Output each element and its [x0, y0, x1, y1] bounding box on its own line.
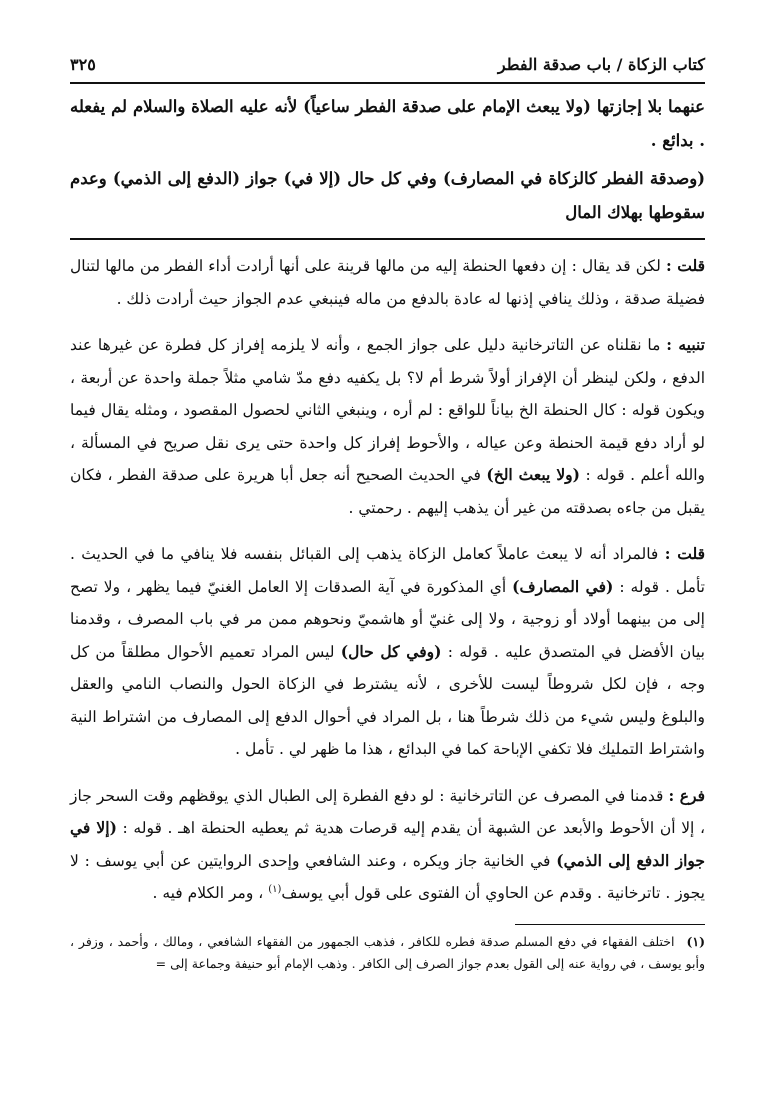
quoted-phrase: (في المصارف): [512, 576, 614, 596]
footnote-reference: (١): [268, 883, 282, 895]
quoted-phrase: (وفي كل حال): [340, 641, 442, 661]
page: [70, 52, 705, 1082]
footnote-divider: [515, 924, 705, 925]
section-divider: [70, 238, 705, 240]
main-text-paragraph: (وصدقة الفطر كالزكاة في المصارف) وفي كل حال (إلا في) جواز (الدفع إلى الذمي) وعدم سقوطها بهلاك المال: [70, 169, 705, 222]
commentary-paragraph: [70, 780, 705, 910]
main-text-paragraph: عنهما بلا إجازتها (ولا يبعث الإمام على صدقة الفطر ساعياً) لأنه عليه الصلاة والسلام لم يفعله . بدائع .: [70, 97, 705, 150]
paragraph-lead: فرع :: [668, 785, 705, 805]
running-title: كتاب الزكاة / باب صدقة الفطر: [497, 55, 705, 74]
paragraph-text: ما نقلناه عن التاترخانية دليل على جواز الجمع ، وأنه لا يلزمه إفراز كل فطرة عن غيرها عند الدفع ، ولكن لينظر أن الإفراز أولاً شرط أم لا؟ بل يكفيه دفع مدّ شامي مثلاً جملة واحدة عن أربعة ، ويكون قوله : كال الحنطة الخ بياناً للواقع : لم أره ، وينبغي الثاني لحصول المقصود ، ومثله يقال فيما لو أراد دفع قيمة الحنطة وعن عياله ، والأحوط إفراز كل واحدة حتى يرى نقل صريح في المسألة ، والله أعلم . قوله :: [70, 336, 705, 484]
paragraph-text: في الخانية جاز ويكره ، وعند الشافعي وإحدى الروايتين عن أبي يوسف : لا يجوز . تاترخانية . وقدم عن الحاوي أن الفتوى على قول أبي يوسف: [70, 851, 705, 902]
commentary-paragraph: [70, 250, 705, 315]
commentary-paragraph: [70, 329, 705, 524]
commentary: [70, 250, 705, 910]
page-number: ٣٢٥: [70, 55, 96, 74]
footnote: [70, 931, 705, 975]
paragraph-text: ، ومر الكلام فيه .: [152, 884, 269, 902]
main-text: [70, 90, 705, 230]
paragraph-text: أي المذكورة في آية الصدقات إلا العامل الغنيّ فيما يظهر ، ولا تصح إلى من بينهما أولاد أو زوجية ، ولا إلى غنيّ أو هاشميّ ونحوهم ممن مر في باب المصرف ، وقدمنا بيان الأفضل في المتصدق عليه . قوله :: [70, 577, 705, 661]
paragraph-text: ليس المراد تعميم الأحوال مطلقاً من كل وجه ، فإن لكل شروطاً ليست للأخرى ، لأنه يشترط في الزكاة الحول والنصاب النامي والعقل والبلوغ وليس شيء من ذلك شرطاً هنا ، بل المراد في أحوال الدفع إلى المصارف من اشتراط النية واشتراط التمليك فلا تكفي الإباحة كما في البدائع ، هذا ما ظهر لي . تأمل .: [70, 642, 705, 758]
quoted-phrase: (إلا في جواز الدفع إلى الذمي): [70, 818, 706, 870]
footnote-number: (١): [686, 933, 705, 949]
paragraph-text: فالمراد أنه لا يبعث عاملاً كعامل الزكاة يذهب إلى القبائل بنفسه فلا ينافي ما في الحديث . تأمل . قوله :: [70, 545, 705, 596]
quoted-phrase: (ولا يبعث الخ): [486, 465, 580, 484]
paragraph-text: في الحديث الصحيح أنه جعل أبا هريرة على صدقة الفطر ، فكان يقبل من جاءه بصدقته من غير أن يذهب إليهم . رحمتي .: [70, 466, 705, 517]
paragraph-text: قدمنا في المصرف عن التاترخانية : لو دفع الفطرة إلى الطبال الذي يوقظهم وقت السحر جاز ، إلا أن الأحوط والأبعد عن الشبهة أن يقدم إليه قرصات هدية ثم يعطيه الحنطة اهـ . قوله :: [70, 786, 705, 837]
paragraph-lead: تنبيه :: [666, 335, 705, 354]
page-header: [70, 52, 705, 84]
paragraph-text: لكن قد يقال : إن دفعها الحنطة إليه من مالها قرينة على أنها أرادت أداء الفطر من مالها لتنال فضيلة صدقة ، وذلك ينافي إذنها له عادة بالدفع من ماله فينبغي عدم الجواز حيث أرادت ذلك .: [70, 257, 705, 308]
commentary-paragraph: [70, 538, 705, 766]
footnote-text: اختلف الفقهاء في دفع المسلم صدقة فطره للكافر ، فذهب الجمهور من الفقهاء الشافعي ، ومالك ، وأحمد ، وزفر ، وأبو يوسف ، في رواية عنه إلى القول بعدم جواز الصرف إلى الكافر . وذهب الإمام أبو حنيفة وجماعة إلى =: [70, 933, 705, 971]
paragraph-lead: قلت :: [664, 544, 705, 563]
paragraph-lead: قلت :: [665, 256, 705, 275]
